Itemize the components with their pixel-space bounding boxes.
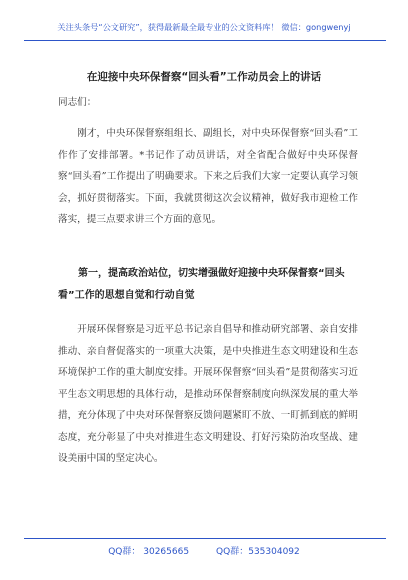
- paragraph-intro: 刚才，中央环保督察组组长、副组长，对中央环保督察“回头看”工作作了安排部署。*书记作了动员讲话，对全省配合做好中央环保督察“回头看”工作提出了明确要求。下来之后我们大家一定要认真学习领会，抓好贯彻落实。下面，我就贯彻这次会议精神，做好我市迎检工作落实，提三点要求讲三个方面的意见。: [58, 128, 358, 225]
- header-divider: [24, 40, 386, 41]
- footer-divider: [24, 538, 386, 539]
- paragraph-section-1: 开展环保督察是习近平总书记亲自倡导和推动研究部署、亲自安排推动、亲自督促落实的一项重大决策，是中央推进生态文明建设和生态环境保护工作的重大制度安排。开展环保督察“回头看”是贯彻落实习近平生态文明思想的具体行动，是推动环保督察制度向纵深发展的重大举措，充分体现了中央对环保督察反馈问题紧盯不放、一盯抓到底的鲜明态度，充分彰显了中央对推进生态文明建设、打好污染防治攻坚战、建设美丽中国的坚定决心。: [58, 324, 358, 464]
- salutation: 同志们：: [58, 97, 97, 108]
- section-heading-1: 第一，提高政治站位，切实增强做好迎接中央环保督察“回头看”工作的思想自觉和行动自觉: [58, 268, 345, 301]
- header-promo-note: 关注头条号“公文研究”，获得最新最全最专业的公文资料库！ 微信：gongwenyj: [57, 22, 351, 32]
- document-title: 在迎接中央环保督察“回头看”工作动员会上的讲话: [86, 71, 322, 83]
- footer-qq-groups: QQ群： 30265665 QQ群：535304092: [108, 547, 300, 557]
